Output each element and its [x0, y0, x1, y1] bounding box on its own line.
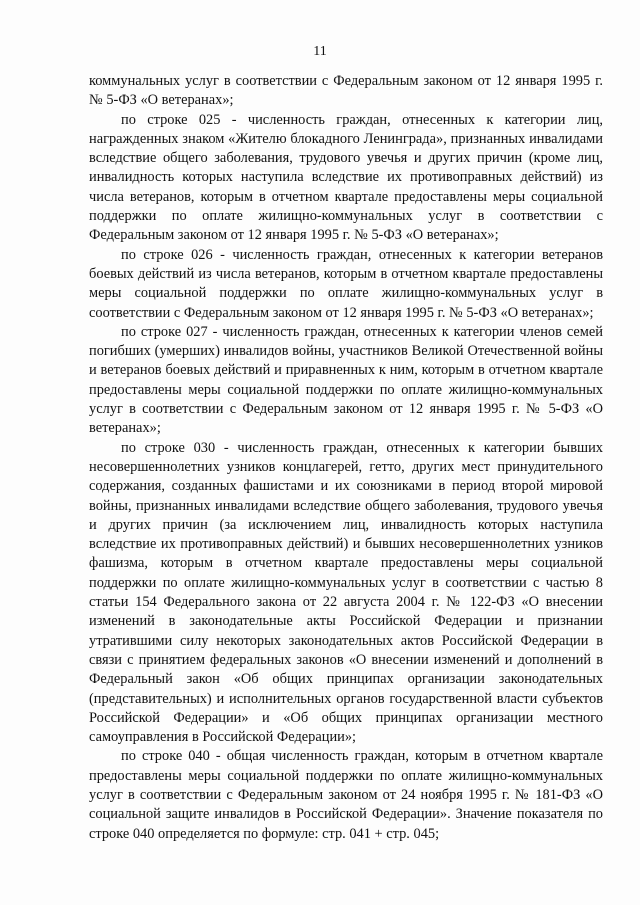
- document-body: [89, 72, 603, 844]
- paragraph-line-040: по строке 040 - общая численность граждан, которым в отчетном квартале предоставлены меры социальной поддержки по оплате жилищно-коммунальных услуг в соответствии с Федеральным законом от 24 ноября 1995 г. № 181-ФЗ «О социальной защите инвалидов в Российской Федерации». Значение показателя по строке 040 определяется по формуле: стр. 041 + стр. 045;: [89, 748, 603, 842]
- paragraph-continuation: коммунальных услуг в соответствии с Федеральным законом от 12 января 1995 г. № 5-ФЗ «О ветеранах»;: [89, 73, 603, 109]
- paragraph-line-026: по строке 026 - численность граждан, отнесенных к категории ветеранов боевых действий из числа ветеранов, которым в отчетном квартале предоставлены меры социальной поддержки по оплате жилищно-коммунальных услуг в соответствии с Федеральным законом от 12 января 1995 г. № 5-ФЗ «О ветеранах»;: [89, 246, 603, 321]
- page-number: 11: [313, 44, 327, 59]
- paragraph-line-030: по строке 030 - численность граждан, отнесенных к категории бывших несовершеннолетних узников концлагерей, гетто, других мест принудительного содержания, созданных фашистами и их союзниками в период второй мировой войны, признанных инвалидами вследствие общего заболевания, трудового увечья и других причин (за исключением лиц, инвалидность которых наступила вследствие их противоправных действий) и бывших несовершеннолетних узников фашизма, которым в отчетном квартале предоставлены меры социальной поддержки по оплате жилищно-коммунальных услуг в соответствии с частью 8 статьи 154 Федерального закона от 22 августа 2004 г. № 122-ФЗ «О внесении изменений в законодательные акты Российской Федерации и признании утратившими силу некоторых законодательных актов Российской Федерации в связи с принятием федеральных законов «О внесении изменений и дополнений в Федеральный закон «Об общих принципах организации законодательных (представительных) и исполнительных органов государственной власти субъектов Российской Федерации» и «Об общих принципах организации местного самоуправления в Российской Федерации»;: [89, 439, 603, 746]
- paragraph-line-027: по строке 027 - численность граждан, отнесенных к категории членов семей погибших (умерших) инвалидов войны, участников Великой Отечественной войны и ветеранов боевых действий и приравненных к ним, которым в отчетном квартале предоставлены меры социальной поддержки по оплате жилищно-коммунальных услуг в соответствии с Федеральным законом от 12 января 1995 г. № 5-ФЗ «О ветеранах»;: [89, 323, 603, 437]
- paragraph-line-025: по строке 025 - численность граждан, отнесенных к категории лиц, награжденных знаком «Жителю блокадного Ленинграда», признанных инвалидами вследствие общего заболевания, трудового увечья и других причин (кроме лиц, инвалидность которых наступила вследствие их противоправных действий) из числа ветеранов, которым в отчетном квартале предоставлены меры социальной поддержки по оплате жилищно-коммунальных услуг в соответствии с Федеральным законом от 12 января 1995 г. № 5-ФЗ «О ветеранах»;: [89, 111, 603, 244]
